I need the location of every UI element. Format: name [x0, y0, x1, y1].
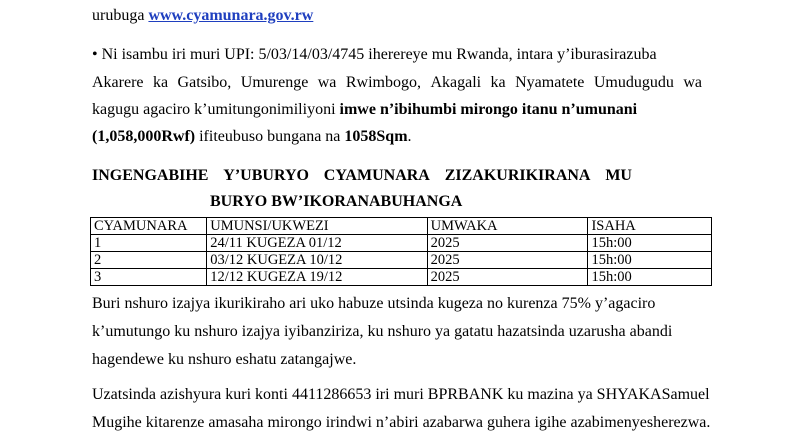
- website-link[interactable]: www.cyamunara.gov.rw: [148, 7, 314, 24]
- paragraph2-line1: Buri nshuro izajya ikurikiraho ari uko habuze utsinda kugeza no kurenza 75% y’agaciro: [92, 295, 656, 312]
- table-cell: 24/11 KUGEZA 01/12: [207, 235, 427, 252]
- word: Nyamatete: [515, 74, 585, 91]
- word: Akagali: [430, 74, 482, 91]
- area-text: ifiteubuso bungana na: [195, 128, 345, 145]
- schedule-heading-line1: [92, 166, 632, 186]
- table-header: ISAHA: [588, 218, 712, 235]
- heading-word: CYAMUNARA: [323, 167, 430, 184]
- word: Rwimbogo,: [345, 74, 421, 91]
- word: Umurenge: [240, 74, 309, 91]
- area-value: 1058Sqm: [344, 128, 408, 145]
- intro-line: [92, 6, 313, 26]
- table-header: UMWAKA: [427, 218, 588, 235]
- paragraph2-line2: k’umutungo ku nshuro izajya iyibanziriza, ku nshuro ya gatatu hazatsinda uzarusha abandi: [92, 323, 673, 340]
- table-row: [91, 252, 712, 269]
- word: Umudugudu: [593, 74, 674, 91]
- word: wa: [317, 74, 337, 91]
- table-header-row: [91, 218, 712, 235]
- heading-word: MU: [605, 167, 632, 184]
- paragraph1-line1: • Ni isambu iri muri UPI: 5/03/14/03/4745 iherereye mu Rwanda, intara y’iburasirazuba: [92, 46, 657, 63]
- heading-word: ZIZAKURIKIRANA: [444, 167, 591, 184]
- table-cell: 12/12 KUGEZA 19/12: [207, 269, 427, 286]
- table-cell: 15h:00: [588, 252, 712, 269]
- paragraph3-line2: Mugihe kitarenze amasaha mirongo irindwi n’abiri azabarwa guhera igihe azabimenyesherezwa.: [92, 414, 711, 431]
- word: Gatsibo,: [177, 74, 232, 91]
- table-cell: 15h:00: [588, 269, 712, 286]
- table-header: UMUNSI/UKWEZI: [207, 218, 427, 235]
- table-cell: 2025: [427, 269, 588, 286]
- table-cell: 3: [91, 269, 207, 286]
- heading-word: Y’UBURYO: [223, 167, 309, 184]
- paragraph1-line2: [92, 73, 702, 93]
- value-text: kagugu agaciro k’umitungonimiliyoni: [92, 101, 340, 118]
- value-amount-words: imwe n’ibihumbi mirongo itanu n’umunani: [339, 101, 638, 118]
- table-row: [91, 235, 712, 252]
- paragraph1-line4: [92, 127, 412, 147]
- table-cell: 2025: [427, 235, 588, 252]
- paragraph1-line3: [92, 100, 637, 120]
- table-cell: 2: [91, 252, 207, 269]
- word: ka: [152, 74, 169, 91]
- table-cell: 1: [91, 235, 207, 252]
- period: .: [407, 128, 412, 145]
- word: Akarere: [92, 74, 144, 91]
- paragraph3-line1: Uzatsinda azishyura kuri konti 4411286653 iri muri BPRBANK ku mazina ya SHYAKASamuel: [92, 386, 710, 403]
- table-header: CYAMUNARA: [91, 218, 207, 235]
- heading-word: INGENGABIHE: [92, 167, 209, 184]
- table-cell: 03/12 KUGEZA 10/12: [207, 252, 427, 269]
- table-row: [91, 269, 712, 286]
- schedule-heading-line2: BURYO BW’IKORANABUHANGA: [210, 193, 463, 210]
- paragraph2-line3: hagendewe ku nshuro eshatu zatangajwe.: [92, 351, 357, 368]
- word: wa: [683, 74, 702, 91]
- schedule-table: [90, 217, 712, 286]
- value-amount-number: (1,058,000Rwf): [92, 128, 196, 145]
- intro-prefix: urubuga: [92, 7, 149, 24]
- word: ka: [490, 74, 506, 91]
- table-cell: 15h:00: [588, 235, 712, 252]
- table-cell: 2025: [427, 252, 588, 269]
